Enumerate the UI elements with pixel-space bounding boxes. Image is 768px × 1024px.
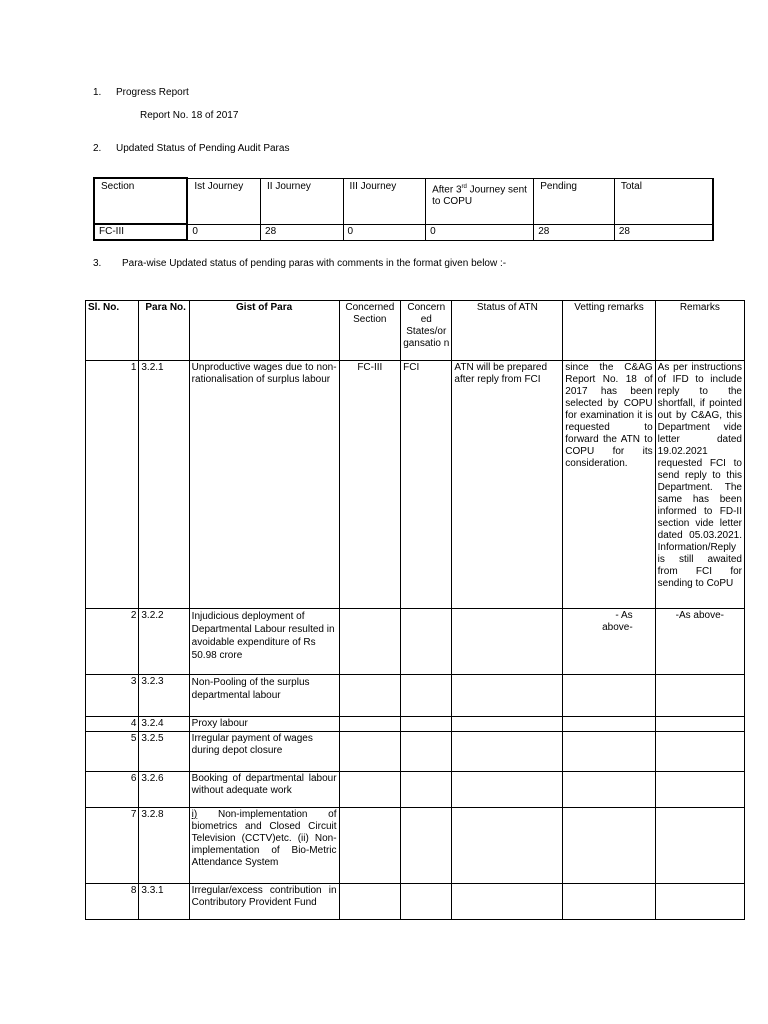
row-gist: Non-Pooling of the surplus departmental labour <box>189 675 339 717</box>
row-vetting: since the C&AG Report No. 18 of 2017 has been selected by COPU for examination it is requested to forward the ATN to COPU for its consideration. <box>563 361 655 609</box>
report-number: Report No. 18 of 2017 <box>140 110 239 121</box>
th-vetting: Vetting remarks <box>563 301 655 361</box>
para-status-table <box>85 300 745 920</box>
row-para: 3.2.2 <box>139 609 189 675</box>
row-states: FCI <box>401 361 452 609</box>
cell-pending: 28 <box>534 224 615 240</box>
cell-2nd-journey: 28 <box>261 224 344 240</box>
th-after-3rd-journey <box>426 178 534 224</box>
row-remarks: -As above- <box>655 609 744 675</box>
row-sl: 7 <box>86 808 139 884</box>
row-remarks <box>655 808 744 884</box>
th-after-label: After 3 <box>432 183 462 195</box>
row-para: 3.2.4 <box>139 717 189 732</box>
th-pending: Pending <box>534 178 615 224</box>
row-gist-prefix: i) <box>191 809 198 820</box>
row-gist-text: Non-implementation of biometrics and Closed Circuit Television (CCTV)etc. (ii) Non-implementation of Bio-Metric Attendance System <box>191 809 337 868</box>
row-remarks <box>655 884 744 920</box>
row-vetting <box>563 884 655 920</box>
row-remarks <box>655 675 744 717</box>
cell-3rd-journey: 0 <box>343 224 426 240</box>
cell-total: 28 <box>614 224 713 240</box>
row-atn: ATN will be prepared after reply from FCI <box>452 361 563 609</box>
cell-1st-journey: 0 <box>187 224 260 240</box>
row-section <box>339 609 401 675</box>
row-gist: Irregular/excess contribution in Contributory Provident Fund <box>189 884 339 920</box>
row-section <box>339 732 401 772</box>
row-atn <box>452 732 563 772</box>
row-para: 3.3.1 <box>139 884 189 920</box>
th-concerned-section: Concerned Section <box>339 301 401 361</box>
table-row <box>86 732 745 772</box>
table-row <box>86 717 745 732</box>
row-atn <box>452 884 563 920</box>
th-status-atn: Status of ATN <box>452 301 563 361</box>
row-section: FC-III <box>339 361 401 609</box>
th-concerned-states: Concern ed States/or gansatio n <box>401 301 452 361</box>
cell-after-3rd: 0 <box>426 224 534 240</box>
th-after-sup: rd <box>461 183 467 190</box>
th-section: Section <box>94 178 187 224</box>
journey-summary-table <box>93 177 714 241</box>
row-states <box>401 772 452 808</box>
row-para: 3.2.8 <box>139 808 189 884</box>
heading-3-title: Para-wise Updated status of pending paras with comments in the format given below :- <box>122 258 507 269</box>
row-atn <box>452 675 563 717</box>
table-row <box>86 808 745 884</box>
row-gist: Proxy labour <box>189 717 339 732</box>
heading-3-number: 3. <box>93 258 102 269</box>
th-3rd-journey <box>343 178 426 224</box>
row-atn <box>452 609 563 675</box>
heading-1-title: Progress Report <box>116 87 189 98</box>
row-atn <box>452 772 563 808</box>
row-vetting <box>563 675 655 717</box>
row-gist: Unproductive wages due to non-rationalisation of surplus labour <box>189 361 339 609</box>
row-section <box>339 772 401 808</box>
row-para: 3.2.5 <box>139 732 189 772</box>
row-atn <box>452 717 563 732</box>
row-section <box>339 884 401 920</box>
row-section <box>339 717 401 732</box>
row-sl: 5 <box>86 732 139 772</box>
th-para-no: Para No. <box>139 301 189 361</box>
heading-1-number: 1. <box>93 87 102 98</box>
row-remarks <box>655 717 744 732</box>
th-gist: Gist of Para <box>189 301 339 361</box>
th-1st-journey: Ist Journey <box>187 178 260 224</box>
table-row <box>86 772 745 808</box>
row-states <box>401 675 452 717</box>
row-section <box>339 675 401 717</box>
row-states <box>401 609 452 675</box>
row-gist <box>189 808 339 884</box>
row-remarks <box>655 772 744 808</box>
th-sl-no: Sl. No. <box>86 301 139 361</box>
row-remarks <box>655 732 744 772</box>
row-states <box>401 732 452 772</box>
row-vetting <box>563 717 655 732</box>
row-para: 3.2.6 <box>139 772 189 808</box>
row-sl: 3 <box>86 675 139 717</box>
row-sl: 4 <box>86 717 139 732</box>
row-states <box>401 808 452 884</box>
th-total: Total <box>614 178 713 224</box>
row-gist: Irregular payment of wages during depot closure <box>189 732 339 772</box>
row-sl: 8 <box>86 884 139 920</box>
table-row <box>86 675 745 717</box>
cell-section: FC-III <box>94 224 187 240</box>
row-remarks: As per instructions of IFD to include reply to the shortfall, if pointed out by C&AG, this Department vide letter dated 19.02.2021 requested FCI to send reply to this Department. The same has been informed to FD-II section vide letter dated 05.03.2021. Information/Reply is still awaited from FCI for sending to CoPU <box>655 361 744 609</box>
row-states <box>401 717 452 732</box>
row-gist: Booking of departmental labour without adequate work <box>189 772 339 808</box>
row-para: 3.2.3 <box>139 675 189 717</box>
th-3rd-journey-label: III Journey <box>349 180 397 192</box>
row-vetting <box>563 772 655 808</box>
table-row <box>86 361 745 609</box>
row-section <box>339 808 401 884</box>
table-row <box>86 884 745 920</box>
row-atn <box>452 808 563 884</box>
th-after-rest: Journey sent to COPU <box>432 183 527 207</box>
row-gist: Injudicious deployment of Departmental Labour resulted in avoidable expenditure of Rs 50.98 crore <box>189 609 339 675</box>
row-vetting <box>563 808 655 884</box>
row-vetting <box>563 732 655 772</box>
table-row <box>86 609 745 675</box>
row-sl: 2 <box>86 609 139 675</box>
row-sl: 6 <box>86 772 139 808</box>
heading-2-number: 2. <box>93 143 102 154</box>
th-remarks: Remarks <box>655 301 744 361</box>
row-states <box>401 884 452 920</box>
row-vetting: - As above- <box>563 609 655 675</box>
row-sl: 1 <box>86 361 139 609</box>
heading-2-title: Updated Status of Pending Audit Paras <box>116 143 290 154</box>
th-2nd-journey: II Journey <box>261 178 344 224</box>
row-para: 3.2.1 <box>139 361 189 609</box>
